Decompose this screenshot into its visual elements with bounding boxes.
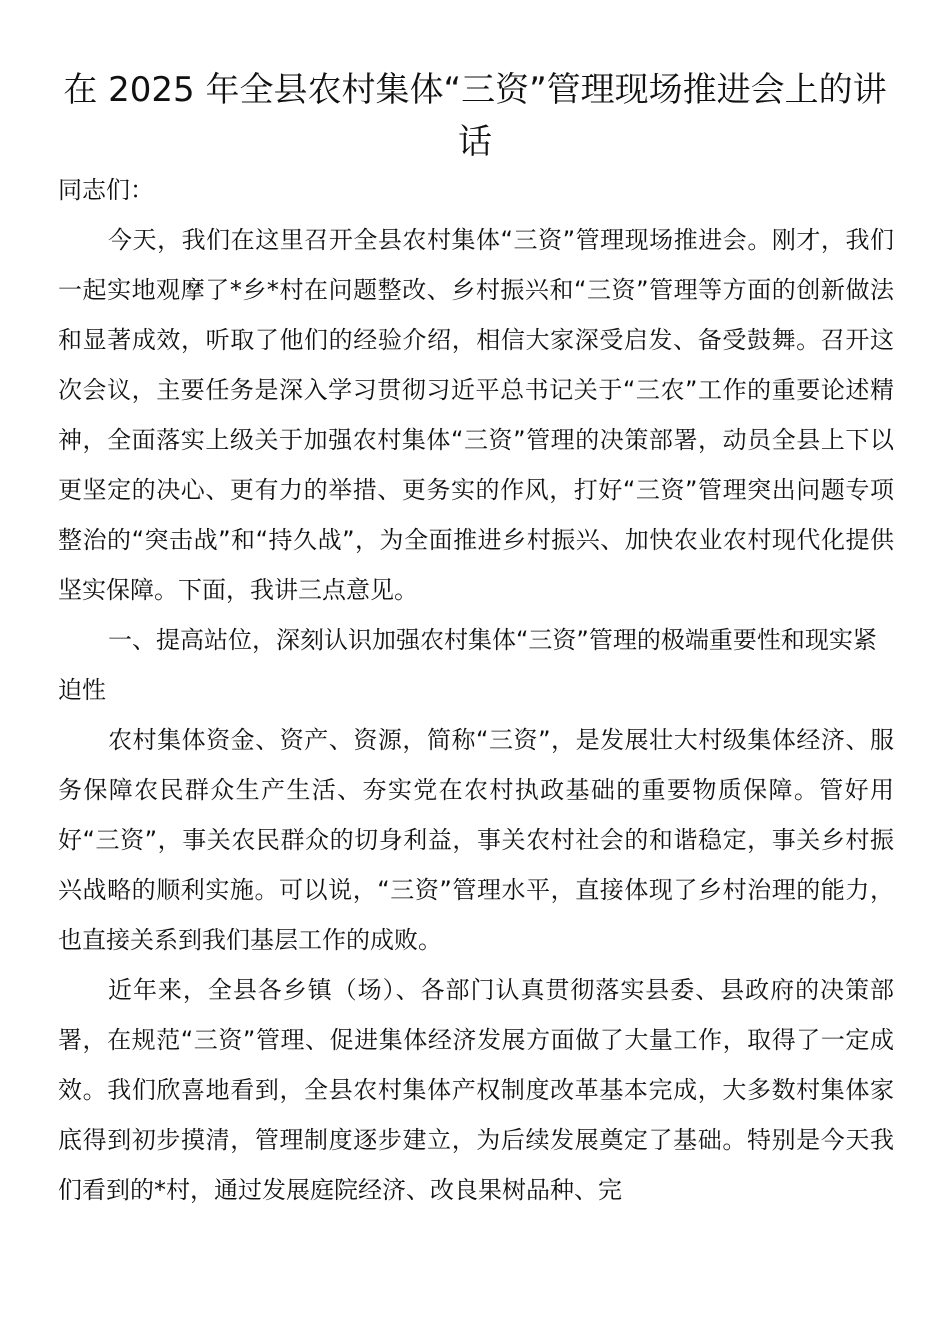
salutation: 同志们： <box>58 176 154 204</box>
paragraph-recent-progress: 近年来，全县各乡镇（场）、各部门认真贯彻落实县委、县政府的决策部署，在规范“三资”管理、促进集体经济发展方面做了大量工作，取得了一定成效。我们欣喜地看到，全县农村集体产权制度改革基本完成，大多数村集体家底得到初步摸清，管理制度逐步建立，为后续发展奠定了基础。特别是今天我们看到的*村，通过发展庭院经济、改良果树品种、完 <box>58 976 894 1204</box>
paragraph-intro: 今天，我们在这里召开全县农村集体“三资”管理现场推进会。刚才，我们一起实地观摩了*乡*村在问题整改、乡村振兴和“三资”管理等方面的创新做法和显著成效，听取了他们的经验介绍，相信大家深受启发、备受鼓舞。召开这次会议，主要任务是深入学习贯彻习近平总书记关于“三农”工作的重要论述精神，全面落实上级关于加强农村集体“三资”管理的决策部署，动员全县上下以更坚定的决心、更有力的举措、更务实的作风，打好“三资”管理突出问题专项整治的“突击战”和“持久战”，为全面推进乡村振兴、加快农业农村现代化提供坚实保障。下面，我讲三点意见。 <box>58 226 894 604</box>
document-title: 在 2025 年全县农村集体“三资”管理现场推进会上的讲话 <box>63 70 887 162</box>
section-heading-1: 一、提高站位，深刻认识加强农村集体“三资”管理的极端重要性和现实紧迫性 <box>58 626 877 704</box>
document-body <box>58 165 894 1215</box>
paragraph-sanzi-definition: 农村集体资金、资产、资源，简称“三资”，是发展壮大村级集体经济、服务保障农民群众生产生活、夯实党在农村执政基础的重要物质保障。管好用好“三资”，事关农民群众的切身利益，事关农村社会的和谐稳定，事关乡村振兴战略的顺利实施。可以说，“三资”管理水平，直接体现了乡村治理的能力，也直接关系到我们基层工作的成败。 <box>58 726 894 954</box>
